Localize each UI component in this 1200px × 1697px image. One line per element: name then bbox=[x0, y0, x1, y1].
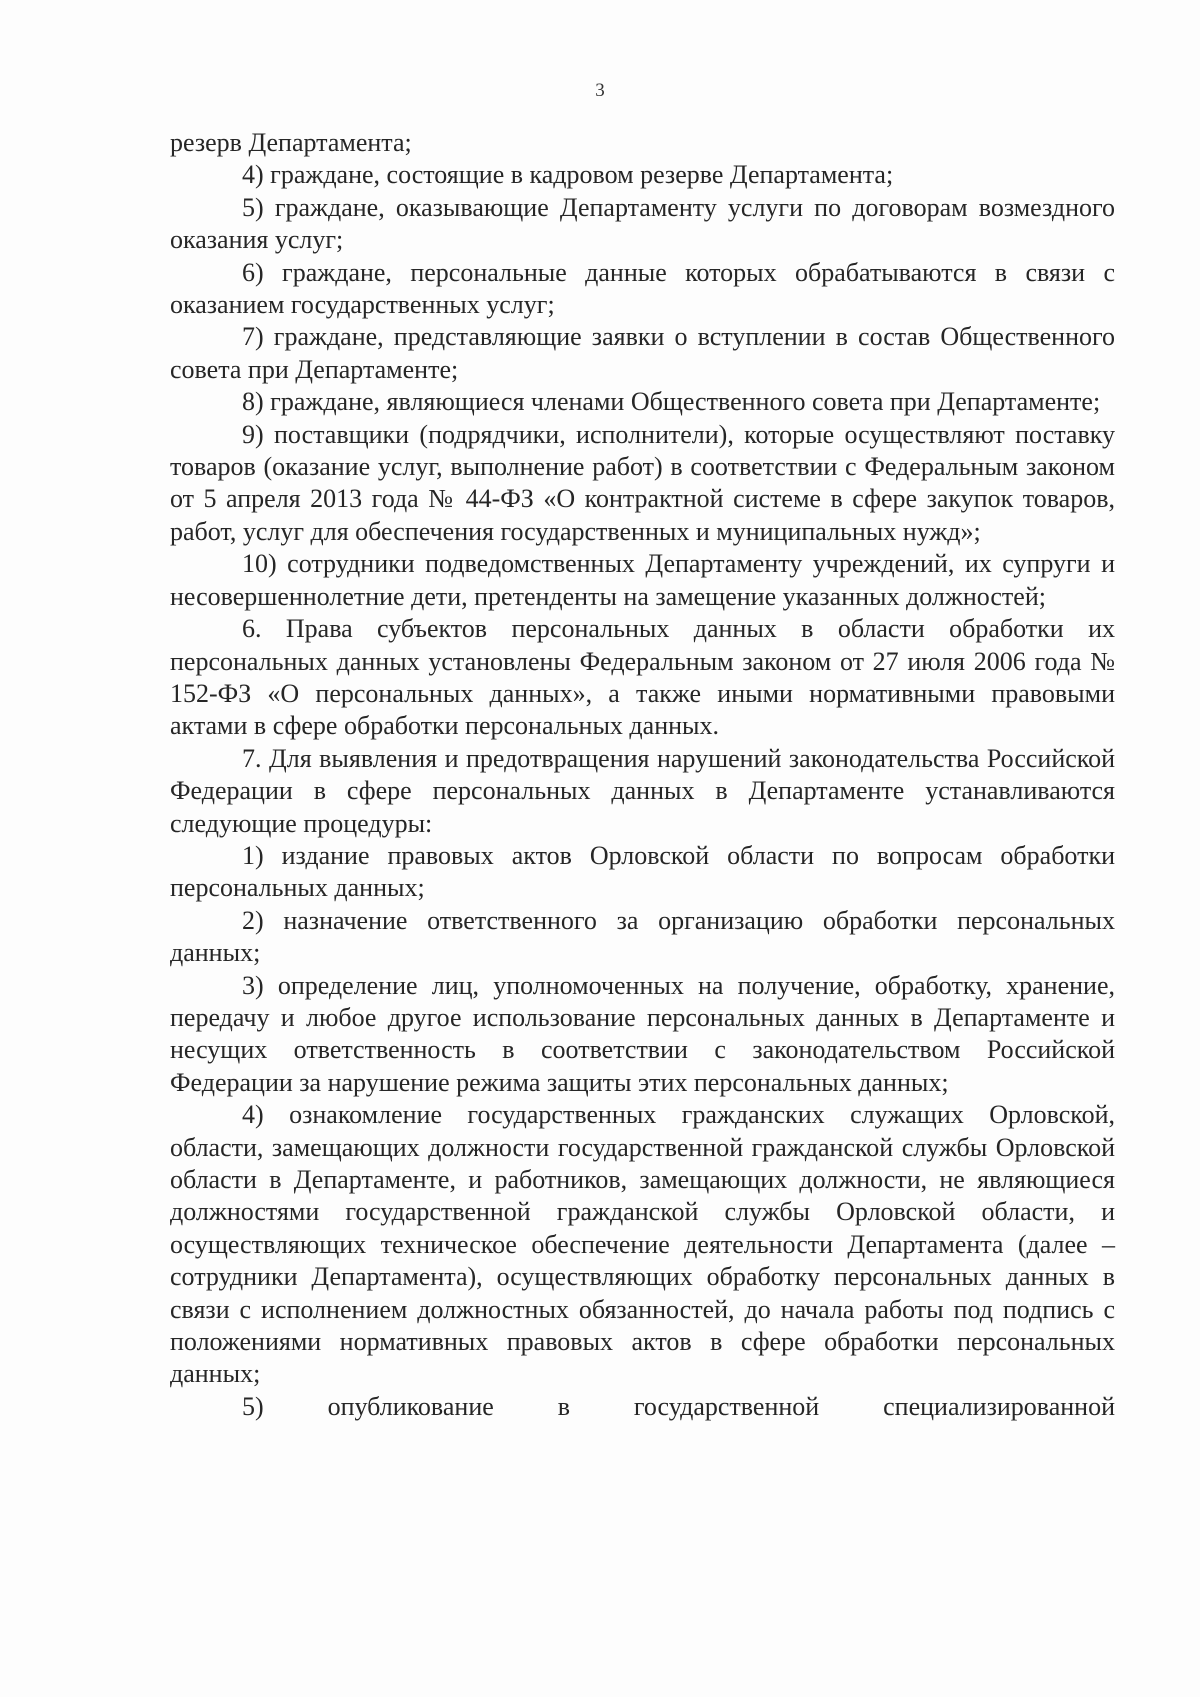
list-item-4: 4) граждане, состоящие в кадровом резерве Департамента; bbox=[242, 160, 894, 190]
section-6-paragraph: 6. Права субъектов персональных данных в области обработки их персональных данных установлены Федеральным законом от 27 июля 2006 года № 152-ФЗ «О персональных данных», а также иными нормативными правовыми актами в сфере обработки персональных данных. bbox=[170, 614, 1115, 741]
page-number: 3 bbox=[595, 80, 605, 101]
procedure-item-5: 5) опубликование в государственной специализированной bbox=[242, 1391, 1115, 1421]
procedure-item-2: 2) назначение ответственного за организацию обработки персональных данных; bbox=[170, 905, 1115, 968]
list-item-8: 8) граждане, являющиеся членами Общественного совета при Департаменте; bbox=[242, 387, 1101, 417]
section-7-paragraph: 7. Для выявления и предотвращения нарушений законодательства Российской Федерации в сфере персональных данных в Департаменте устанавливаются следующие процедуры: bbox=[170, 743, 1115, 838]
procedure-item-3: 3) определение лиц, уполномоченных на получение, обработку, хранение, передачу и любое другое использование персональных данных в Департаменте и несущих ответственность в соответствии с законодательством Российской Федерации за нарушение режима защиты этих персональных данных; bbox=[170, 970, 1115, 1097]
paragraph-continuation: резерв Департамента; bbox=[170, 128, 412, 157]
list-item-5: 5) граждане, оказывающие Департаменту услуги по договорам возмездного оказания услуг; bbox=[170, 192, 1115, 255]
procedure-item-4: 4) ознакомление государственных гражданских служащих Орловской, области, замещающих должности государственной гражданской службы Орловской области в Департаменте, и работников, замещающих должности, не являющиеся должностями государственной гражданской службы Орловской области, и осуществляющих техническое обеспечение деятельности Департамента (далее – сотрудники Департамента), осуществляющих обработку персональных данных в связи с исполнением должностных обязанностей, до начала работы под подпись с положениями нормативных правовых актов в сфере обработки персональных данных; bbox=[170, 1100, 1115, 1389]
list-item-7: 7) граждане, представляющие заявки о вступлении в состав Общественного совета при Департаменте; bbox=[170, 322, 1115, 384]
list-item-10: 10) сотрудники подведомственных Департаменту учреждений, их супруги и несовершеннолетние дети, претенденты на замещение указанных должностей; bbox=[170, 549, 1115, 611]
procedure-item-1: 1) издание правовых актов Орловской области по вопросам обработки персональных данных; bbox=[170, 840, 1115, 903]
document-body bbox=[170, 127, 1115, 1423]
list-item-9: 9) поставщики (подрядчики, исполнители), которые осуществляют поставку товаров (оказание услуг, выполнение работ) в соответствии с Федеральным законом от 5 апреля 2013 года № 44-ФЗ «О контрактной системе в сфере закупок товаров, работ, услуг для обеспечения государственных и муниципальных нужд»; bbox=[170, 419, 1115, 546]
list-item-6: 6) граждане, персональные данные которых обрабатываются в связи с оказанием государственных услуг; bbox=[170, 257, 1115, 320]
